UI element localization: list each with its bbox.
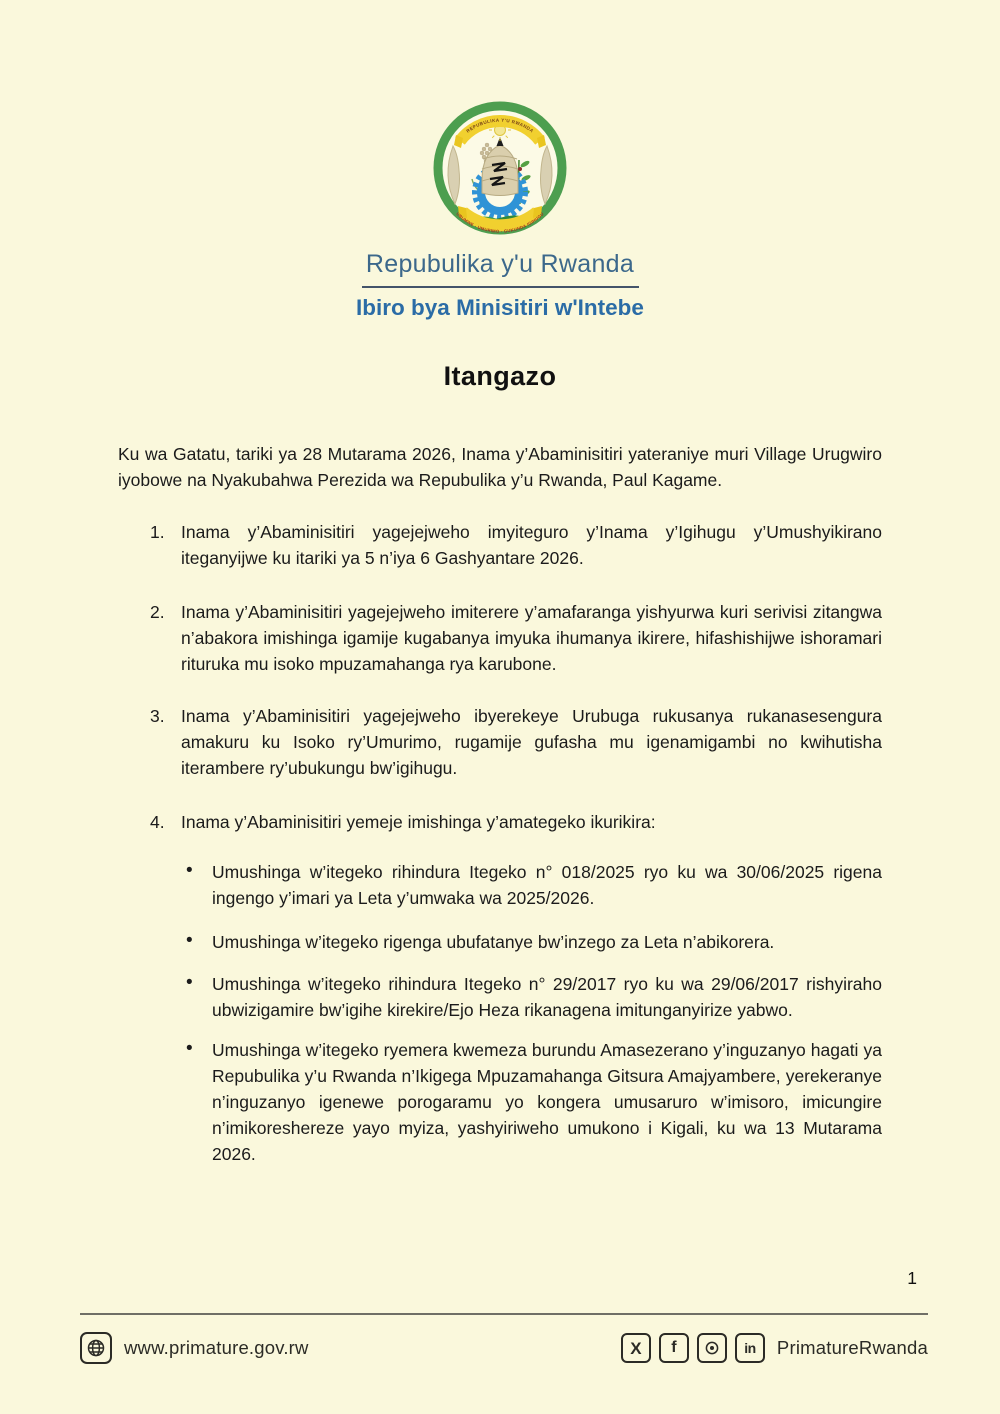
instagram-glyph — [704, 1340, 720, 1356]
bullet-item-3 — [118, 971, 882, 1023]
coat-of-arms — [0, 96, 1000, 253]
list-number: 3. — [150, 706, 165, 726]
letterhead — [0, 249, 1000, 322]
bullet-icon: • — [186, 972, 193, 993]
globe-icon — [80, 1332, 112, 1364]
emblem-bottom-banner-text: UBUMWE - UMURIMO - GUKUNDA IGIHUGU — [455, 211, 545, 234]
list-number: 1. — [150, 522, 165, 542]
facebook-icon[interactable] — [659, 1333, 689, 1363]
numbered-item-2 — [118, 599, 882, 677]
bullet-icon: • — [186, 860, 193, 881]
intro-paragraph: Ku wa Gatatu, tariki ya 28 Mutarama 2026, Inama y’Abaminisitiri yateraniye muri Village Urugwiro iyobowe na Nyakubahwa Perezida wa Repubulika y’u Rwanda, Paul Kagame. — [118, 444, 882, 490]
list-number: 2. — [150, 602, 165, 622]
bullet-item-text: Umushinga w’itegeko rihindura Itegeko n° 29/2017 ryo ku wa 29/06/2017 rishyiraho ubwizigamire bw’igihe kirekire/Ejo Heza rikanagena imitunganyirize yabwo. — [212, 974, 882, 1020]
footer — [80, 1327, 928, 1369]
facebook-glyph: f — [671, 1339, 677, 1356]
bullet-item-text: Umushinga w’itegeko ryemera kwemeza burundu Amasezerano y’inguzanyo hagati ya Repubulika y’u Rwanda n’Ikigega Mpuzamahanga Gitsura Amajyambere, yerekeranye n’inguzanyo igenewe porogaramu yo kongera umusaruro w’imisoro, imicungire n’imikoreshereze yayo myiza, yashyiriweho umukono i Kigali, ku wa 13 Mutarama 2026. — [212, 1040, 882, 1164]
social-handle[interactable]: PrimatureRwanda — [776, 1337, 928, 1358]
emblem-top-banner-text: REPUBULIKA Y'U RWANDA — [465, 117, 535, 134]
linkedin-glyph: in — [744, 1340, 756, 1356]
bullet-item-text: Umushinga w’itegeko rigenga ubufatanye bw’inzego za Leta n’abikorera. — [212, 932, 775, 952]
bullet-icon: • — [186, 930, 193, 951]
numbered-item-text: Inama y’Abaminisitiri yemeje imishinga y’amategeko ikurikira: — [181, 812, 656, 832]
numbered-item-1 — [118, 519, 882, 571]
republic-name: Repubulika y'u Rwanda — [365, 250, 635, 278]
office-name: Ibiro bya Minisitiri w'Intebe — [356, 295, 644, 320]
numbered-item-text: Inama y’Abaminisitiri yagejejweho ibyerekeye Urubuga rukusanya rukanasesengura amakuru ku Isoko ry’Umurimo, rugamije gufasha mu igenamigambi no kwihutisha iterambere ry’ubukungu bw’igihugu. — [181, 706, 882, 778]
letterhead-divider — [362, 286, 639, 288]
numbered-item-text: Inama y’Abaminisitiri yagejejweho imiterere y’amafaranga yishyurwa kuri serivisi zitangwa n’abakora imishinga igamije kugabanya imyuka ihumanya ikirere, hifashishijwe ishoramari rituruka mu isoko mpuzamahanga rya karubone. — [181, 602, 882, 674]
footer-divider — [80, 1313, 928, 1315]
x-glyph: X — [630, 1338, 642, 1358]
numbered-item-4 — [118, 809, 882, 835]
numbered-item-3 — [118, 703, 882, 781]
page-title: Itangazo — [443, 361, 557, 391]
bullet-item-text: Umushinga w’itegeko rihindura Itegeko n° 018/2025 ryo ku wa 30/06/2025 rigena ingengo y’imari ya Leta y’umwaka wa 2025/2026. — [212, 862, 882, 908]
document-body — [118, 441, 882, 1167]
page-number: 1 — [907, 1268, 917, 1288]
bullet-icon: • — [186, 1038, 193, 1059]
x-twitter-icon[interactable] — [621, 1333, 651, 1363]
bullet-item-1 — [118, 859, 882, 911]
linkedin-icon[interactable] — [735, 1333, 765, 1363]
instagram-icon[interactable] — [697, 1333, 727, 1363]
list-number: 4. — [150, 812, 165, 832]
rwanda-emblem-icon — [430, 96, 570, 248]
numbered-item-text: Inama y’Abaminisitiri yagejejweho imyiteguro y’Inama y’Igihugu y’Umushyikirano iteganyijwe ku itariki ya 5 n’iya 6 Gashyantare 2026. — [181, 522, 882, 568]
bullet-item-2 — [118, 929, 882, 955]
bullet-item-4 — [118, 1037, 882, 1167]
website-link[interactable]: www.primature.gov.rw — [124, 1337, 309, 1358]
